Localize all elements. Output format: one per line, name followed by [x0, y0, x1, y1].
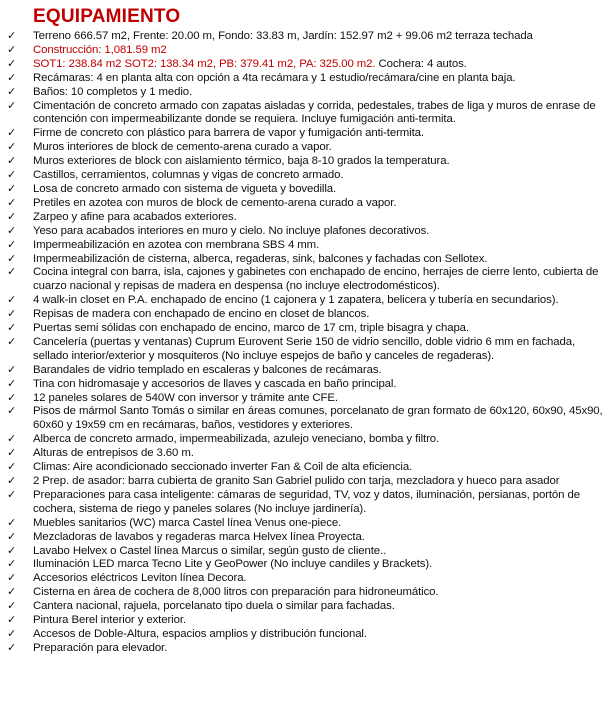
item-text: Muebles sanitarios (WC) marca Castel línea Venus one-piece. [33, 516, 342, 529]
list-item [6, 86, 610, 100]
list-item-text [33, 183, 610, 197]
item-text: Alturas de entrepisos de 3.60 m. [33, 447, 194, 460]
list-item-text [33, 461, 610, 475]
list-item [6, 572, 610, 586]
list-item-text [33, 433, 610, 447]
list-item [6, 322, 610, 336]
item-text: Impermeabilización en azotea con membrana SBS 4 mm. [33, 238, 320, 251]
list-item-text [33, 586, 610, 600]
highlighted-text: SOT1: 238.84 m2 SOT2: 138.34 m2, PB: 379.41 m2, PA: 325.00 m2. [33, 57, 376, 70]
item-text: Impermeabilización de cisterna, alberca, regaderas, sink, balcones y fachadas con Sellotex. [33, 252, 488, 265]
item-text: 12 paneles solares de 540W con inversor y trámite ante CFE. [33, 391, 338, 404]
check-icon: ✓ [7, 391, 17, 404]
check-icon: ✓ [7, 641, 17, 654]
item-text: Accesorios eléctricos Leviton línea Decora. [33, 572, 247, 585]
list-item-text [33, 531, 610, 545]
item-text: Cancelería (puertas y ventanas) Cuprum Eurovent Serie 150 de vidrio sencillo, doble vidrio 6 mm en fachada, sellado interior/exterior y mosquiteros (No incluye espejos de baño y canceles de regaderas). [33, 335, 576, 362]
item-text: Barandales de vidrio templado en escaleras y balcones de recámaras. [33, 363, 382, 376]
list-item-text [33, 364, 610, 378]
item-text: Pretiles en azotea con muros de block de cemento-arena curado a vapor. [33, 196, 397, 209]
item-text: Zarpeo y afine para acabados exteriores. [33, 210, 237, 223]
list-item-text [33, 44, 610, 58]
list-item [6, 266, 610, 294]
list-item-text [33, 489, 610, 517]
list-item-text [33, 86, 610, 100]
check-icon: ✓ [7, 405, 17, 418]
item-text: Muros interiores de block de cemento-arena curado a vapor. [33, 141, 332, 154]
check-icon: ✓ [7, 155, 17, 168]
check-icon: ✓ [7, 614, 17, 627]
list-item-text [33, 225, 610, 239]
list-item-text [33, 266, 610, 294]
list-item-text [33, 600, 610, 614]
list-item [6, 72, 610, 86]
item-text: Firme de concreto con plástico para barrera de vapor y fumigación anti-termita. [33, 127, 424, 140]
list-item [6, 100, 610, 128]
list-item [6, 628, 610, 642]
item-text: Cochera: 4 autos. [375, 57, 467, 70]
list-item-text [33, 558, 610, 572]
check-icon: ✓ [7, 43, 17, 56]
list-item-text [33, 72, 610, 86]
check-icon: ✓ [7, 586, 17, 599]
check-icon: ✓ [7, 544, 17, 557]
check-icon: ✓ [7, 224, 17, 237]
list-item-text [33, 141, 610, 155]
check-icon: ✓ [7, 447, 17, 460]
list-item-text [33, 572, 610, 586]
check-icon: ✓ [7, 377, 17, 390]
item-text: Accesos de Doble-Altura, espacios amplios y distribución funcional. [33, 627, 367, 640]
check-icon: ✓ [7, 363, 17, 376]
list-item [6, 44, 610, 58]
check-icon: ✓ [7, 71, 17, 84]
item-text: Cocina integral con barra, isla, cajones y gabinetes con enchapado de encino, herrajes de cierre lento, cubierta de cuarzo nacional y repisas de madera en despensa (no incluye electrodomésticos). [33, 266, 599, 293]
list-item [6, 614, 610, 628]
check-icon: ✓ [7, 210, 17, 223]
list-item [6, 405, 610, 433]
check-icon: ✓ [7, 558, 17, 571]
list-item-text [33, 155, 610, 169]
list-item-text [33, 392, 610, 406]
check-icon: ✓ [7, 530, 17, 543]
item-text: Recámaras: 4 en planta alta con opción a 4ta recámara y 1 estudio/recámara/cine en planta baja. [33, 71, 516, 84]
list-item-text [33, 127, 610, 141]
item-text: Muros exteriores de block con aislamiento térmico, baja 8-10 grados la temperatura. [33, 155, 450, 168]
list-item [6, 127, 610, 141]
equipment-list [6, 30, 610, 656]
list-item [6, 308, 610, 322]
item-text: Pisos de mármol Santo Tomás o similar en áreas comunes, porcelanato de gran formato de 60x120, 60x90, 45x90, 60x60 y 19x59 cm en recámaras, baños, vestidores y exteriores. [33, 405, 603, 432]
check-icon: ✓ [7, 308, 17, 321]
check-icon: ✓ [7, 488, 17, 501]
item-text: Iluminación LED marca Tecno Lite y GeoPower (No incluye candiles y Brackets). [33, 558, 433, 571]
list-item-text [33, 628, 610, 642]
check-icon: ✓ [7, 627, 17, 640]
list-item [6, 489, 610, 517]
item-text: Cimentación de concreto armado con zapatas aisladas y corrida, pedestales, trabes de liga y muros de enrase de contención con impermeabilizante donde se requiera. Incluye fumigación anti-termita. [33, 99, 596, 126]
item-text: Climas: Aire acondicionado seccionado inverter Fan & Coil de alta eficiencia. [33, 461, 413, 474]
list-item-text [33, 308, 610, 322]
check-icon: ✓ [7, 516, 17, 529]
list-item [6, 433, 610, 447]
list-item [6, 461, 610, 475]
check-icon: ✓ [7, 238, 17, 251]
check-icon: ✓ [7, 196, 17, 209]
check-icon: ✓ [7, 99, 17, 112]
item-text: Castillos, cerramientos, columnas y vigas de concreto armado. [33, 169, 344, 182]
highlighted-text: Construcción: 1,081.59 m2 [33, 43, 167, 56]
check-icon: ✓ [7, 57, 17, 70]
list-item [6, 600, 610, 614]
list-item-text [33, 30, 610, 44]
list-item [6, 531, 610, 545]
item-text: Cantera nacional, rajuela, porcelanato tipo duela o similar para fachadas. [33, 600, 395, 613]
list-item [6, 545, 610, 559]
list-item-text [33, 100, 610, 128]
item-text: Yeso para acabados interiores en muro y cielo. No incluye plafones decorativos. [33, 224, 430, 237]
item-text: Lavabo Helvex o Castel línea Marcus o similar, según gusto de cliente.. [33, 544, 387, 557]
check-icon: ✓ [7, 141, 17, 154]
item-text: Alberca de concreto armado, impermeabilizada, azulejo veneciano, bomba y filtro. [33, 433, 440, 446]
item-text: Mezcladoras de lavabos y regaderas marca Helvex línea Proyecta. [33, 530, 365, 543]
list-item [6, 378, 610, 392]
list-item-text [33, 322, 610, 336]
list-item-text [33, 545, 610, 559]
list-item [6, 30, 610, 44]
item-text: Repisas de madera con enchapado de encino en closet de blancos. [33, 308, 370, 321]
check-icon: ✓ [7, 572, 17, 585]
check-icon: ✓ [7, 475, 17, 487]
list-item [6, 225, 610, 239]
item-text: Preparación para elevador. [33, 641, 168, 654]
item-text: Terreno 666.57 m2, Frente: 20.00 m, Fondo: 33.83 m, Jardín: 152.97 m2 + 99.06 m2 terraza techada [33, 30, 533, 42]
item-text: 4 walk-in closet en P.A. enchapado de encino (1 cajonera y 1 zapatera, belicera y tubería en secundarios). [33, 294, 559, 307]
list-item [6, 183, 610, 197]
list-item [6, 336, 610, 364]
item-text: Tina con hidromasaje y accesorios de llaves y cascada en baño principal. [33, 377, 397, 390]
list-item [6, 392, 610, 406]
check-icon: ✓ [7, 85, 17, 98]
list-item-text [33, 239, 610, 253]
list-item-text [33, 642, 610, 656]
item-text: Pintura Berel interior y exterior. [33, 614, 186, 627]
check-icon: ✓ [7, 182, 17, 195]
list-item [6, 517, 610, 531]
list-item [6, 155, 610, 169]
list-item-text [33, 169, 610, 183]
check-icon: ✓ [7, 322, 17, 335]
list-item-text [33, 405, 610, 433]
list-item-text [33, 294, 610, 308]
list-item-text [33, 378, 610, 392]
check-icon: ✓ [7, 335, 17, 348]
item-text: Puertas semi sólidas con enchapado de encino, marco de 17 cm, triple bisagra y chapa. [33, 322, 469, 335]
list-item [6, 586, 610, 600]
list-item-text [33, 475, 610, 489]
item-text: Preparaciones para casa inteligente: cámaras de seguridad, TV, voz y datos, iluminación, persianas, portón de cochera, sistema de riego y paneles solares (No incluye jardinería). [33, 488, 580, 515]
list-item-text [33, 517, 610, 531]
check-icon: ✓ [7, 461, 17, 474]
check-icon: ✓ [7, 127, 17, 140]
check-icon: ✓ [7, 266, 17, 279]
list-item-text [33, 58, 610, 72]
list-item [6, 475, 610, 489]
list-item [6, 447, 610, 461]
list-item-text [33, 336, 610, 364]
list-item [6, 642, 610, 656]
list-item [6, 558, 610, 572]
check-icon: ✓ [7, 294, 17, 307]
check-icon: ✓ [7, 600, 17, 613]
list-item-text [33, 253, 610, 267]
list-item-text [33, 211, 610, 225]
item-text: Cisterna en área de cochera de 8,000 litros con preparación para hidroneumático. [33, 586, 439, 599]
list-item [6, 58, 610, 72]
list-item [6, 294, 610, 308]
list-item [6, 211, 610, 225]
list-item [6, 239, 610, 253]
list-item [6, 169, 610, 183]
list-item [6, 141, 610, 155]
item-text: 2 Prep. de asador: barra cubierta de granito San Gabriel pulido con tarja, mezcladora y hueco para asador [33, 475, 560, 487]
check-icon: ✓ [7, 433, 17, 446]
page-title: EQUIPAMIENTO [33, 6, 181, 27]
check-icon: ✓ [7, 252, 17, 265]
list-item-text [33, 447, 610, 461]
list-item-text [33, 197, 610, 211]
check-icon: ✓ [7, 169, 17, 182]
check-icon: ✓ [7, 30, 17, 42]
list-item [6, 364, 610, 378]
list-item [6, 197, 610, 211]
item-text: Losa de concreto armado con sistema de vigueta y bovedilla. [33, 182, 337, 195]
list-item-text [33, 614, 610, 628]
item-text: Baños: 10 completos y 1 medio. [33, 85, 193, 98]
list-item [6, 253, 610, 267]
